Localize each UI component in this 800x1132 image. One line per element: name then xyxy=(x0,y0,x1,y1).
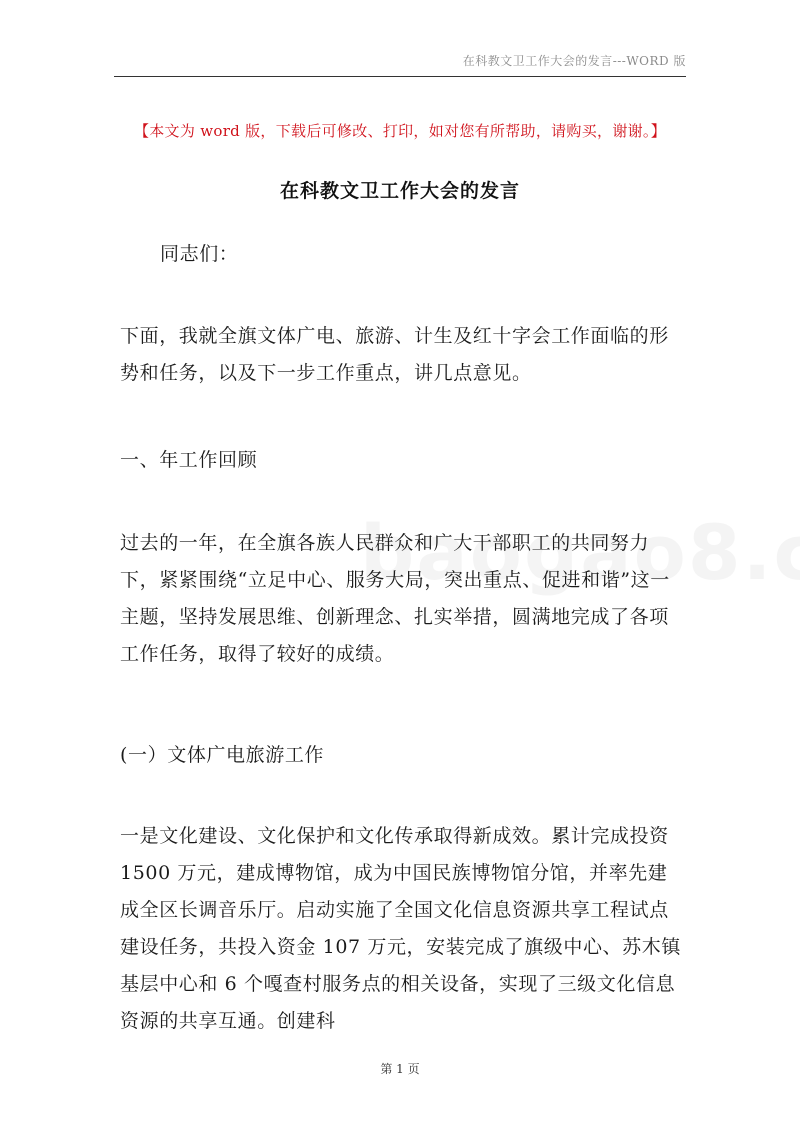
running-header: 在科教文卫工作大会的发言---WORD 版 xyxy=(462,54,686,68)
paragraph-culture: 一是文化建设、文化保护和文化传承取得新成效。累计完成投资 1500 万元，建成博物馆，成为中国民族博物馆分馆，并率先建成全区长调音乐厅。启动实施了全国文化信息资源共享工程试点建设任务，共投入资金 107 万元，安装完成了旗级中心、苏木镇基层中心和 6 个嘎查村服务点的相关设备，实现了三级文化信息资源的共享互通。创建科 xyxy=(120,825,681,1032)
paragraph-intro: 下面，我就全旗文体广电、旅游、计生及红十字会工作面临的形势和任务，以及下一步工作重点，讲几点意见。 xyxy=(120,325,669,384)
page-number: 第 1 页 xyxy=(380,1062,420,1076)
document-title: 在科教文卫工作大会的发言 xyxy=(279,180,520,202)
header-divider xyxy=(114,76,686,77)
greeting: 同志们： xyxy=(160,243,239,265)
section-heading-review: 一、年工作回顾 xyxy=(120,449,258,471)
purchase-notice: 【本文为 word 版，下载后可修改、打印，如对您有所帮助，请购买，谢谢。】 xyxy=(133,122,667,140)
subsection-heading-culture: (一）文体广电旅游工作 xyxy=(120,744,325,766)
paragraph-review: 过去的一年，在全旗各族人民群众和广大干部职工的共同努力下，紧紧围绕“立足中心、服务大局，突出重点、促进和谐”这一主题，坚持发展思维、创新理念、扎实举措，圆满地完成了各项工作任务，取得了较好的成绩。 xyxy=(120,532,670,665)
